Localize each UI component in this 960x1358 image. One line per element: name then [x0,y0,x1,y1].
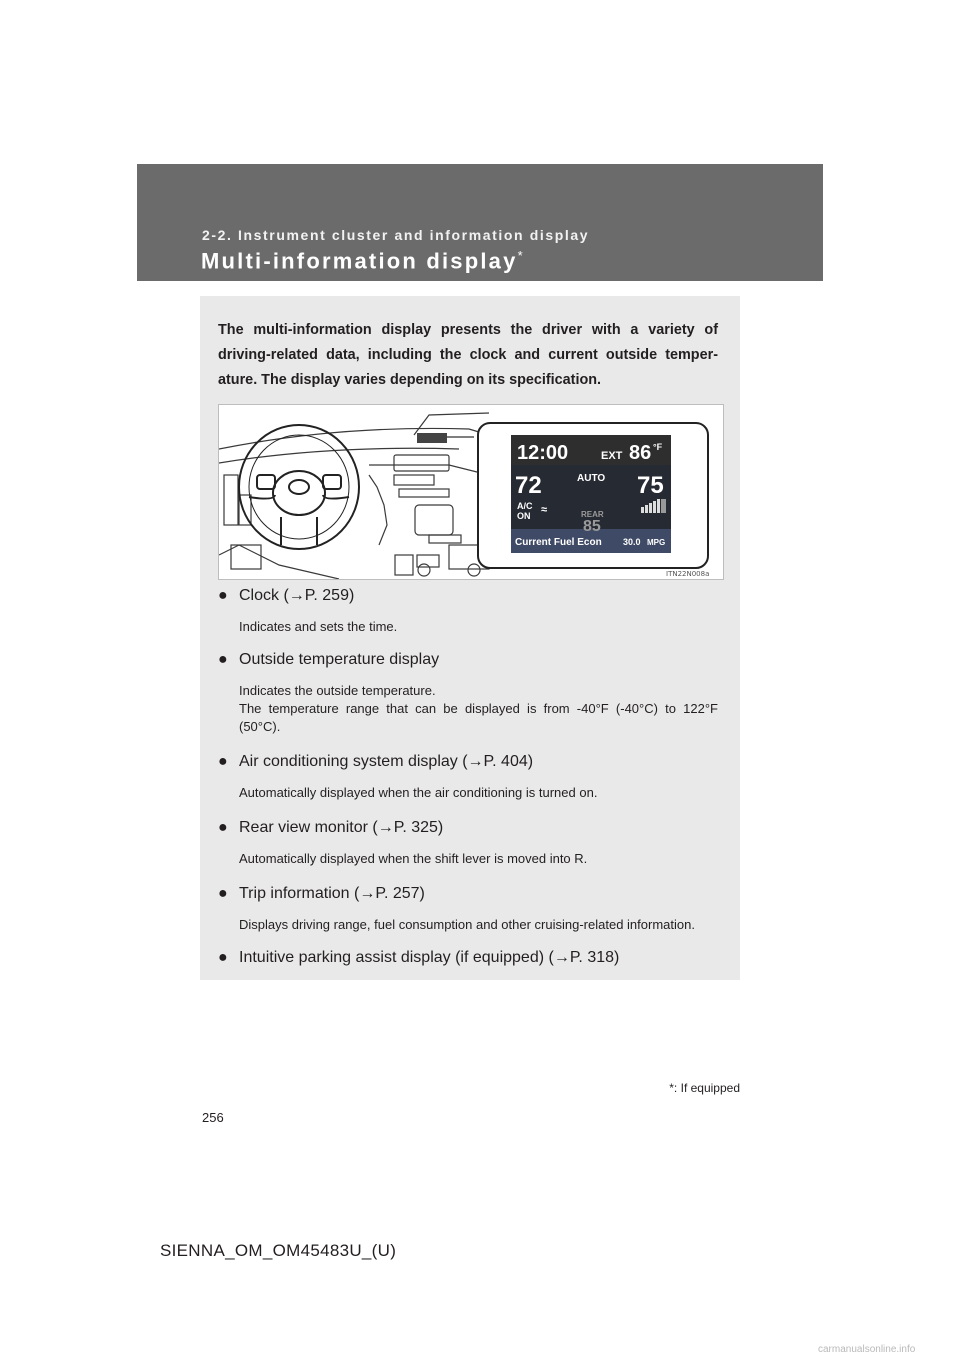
page-title-text: Multi-information display [201,248,518,274]
page-number: 256 [202,1110,224,1125]
display-right-temp: 75 [637,472,664,499]
title-asterisk: * [517,248,523,263]
bullet-icon: ● [218,651,228,668]
section-label: 2-2. Instrument cluster and information display [202,227,590,243]
item-title: Intuitive parking assist display (if equipped) (→P. 318) [239,949,620,966]
bullet-icon: ● [218,819,228,836]
display-ext-label: EXT [601,450,623,462]
display-temp-unit: °F [653,442,663,452]
page-title [201,248,523,274]
item-description: Displays driving range, fuel consumption and other cruising-related information. [239,917,695,932]
bullet-icon: ● [218,587,228,604]
list-item-parking-assist [218,948,718,968]
item-description: Automatically displayed when the air conditioning is turned on. [239,785,598,800]
display-location-marker [417,433,447,443]
display-rear-label: REAR [581,510,604,519]
item-title: Trip information (→P. 257) [239,885,425,902]
item-title: Rear view monitor (→P. 325) [239,819,444,836]
figure-code: ITN22N008a [666,570,710,578]
display-left-temp: 72 [515,472,542,499]
item-description: Indicates and sets the time. [239,619,398,634]
list-item-air-conditioning [218,752,718,802]
intro-paragraph: The multi-information display presents the driver with a variety of driving-related data, including the clock and current outside temper-ature. The display varies depending on its specification. [218,322,718,388]
list-item-outside-temperature [218,650,718,736]
display-fan-icon: ≈ [541,504,548,516]
item-title: Air conditioning system display (→P. 404) [239,753,534,770]
display-fuel-unit: MPG [647,538,666,547]
item-description: Automatically displayed when the shift lever is moved into R. [239,851,588,866]
footnote: *: If equipped [669,1081,740,1095]
item-description: Indicates the outside temperature. The temperature range that can be displayed is from -40°F (-40°C) to 122°F (50°C). [239,683,718,734]
list-item-rear-view-monitor [218,818,718,868]
item-title: Outside temperature display [239,651,440,668]
list-item-clock [218,586,718,636]
display-fuel-value: 30.0 [623,537,641,547]
bullet-icon: ● [218,885,228,902]
bullet-icon: ● [218,949,228,966]
display-clock: 12:00 [517,442,569,464]
dashboard-figure [218,404,724,580]
dashboard-line-art [219,413,489,579]
display-ac-on: ON [517,511,531,521]
display-fuel-label: Current Fuel Econ [515,537,602,548]
bullet-icon: ● [218,753,228,770]
item-title: Clock (→P. 259) [239,587,355,604]
dashboard-illustration [219,405,723,579]
display-outside-temp: 86 [629,442,652,464]
watermark: carmanualsonline.info [818,1344,916,1355]
display-ac-label: A/C [517,501,533,511]
display-mode: AUTO [577,473,606,484]
feature-list [218,586,718,968]
steering-wheel-icon [239,425,359,549]
display-rear-temp: 85 [583,518,601,535]
document-code: SIENNA_OM_OM45483U_(U) [160,1241,397,1260]
list-item-trip-information [218,884,718,934]
